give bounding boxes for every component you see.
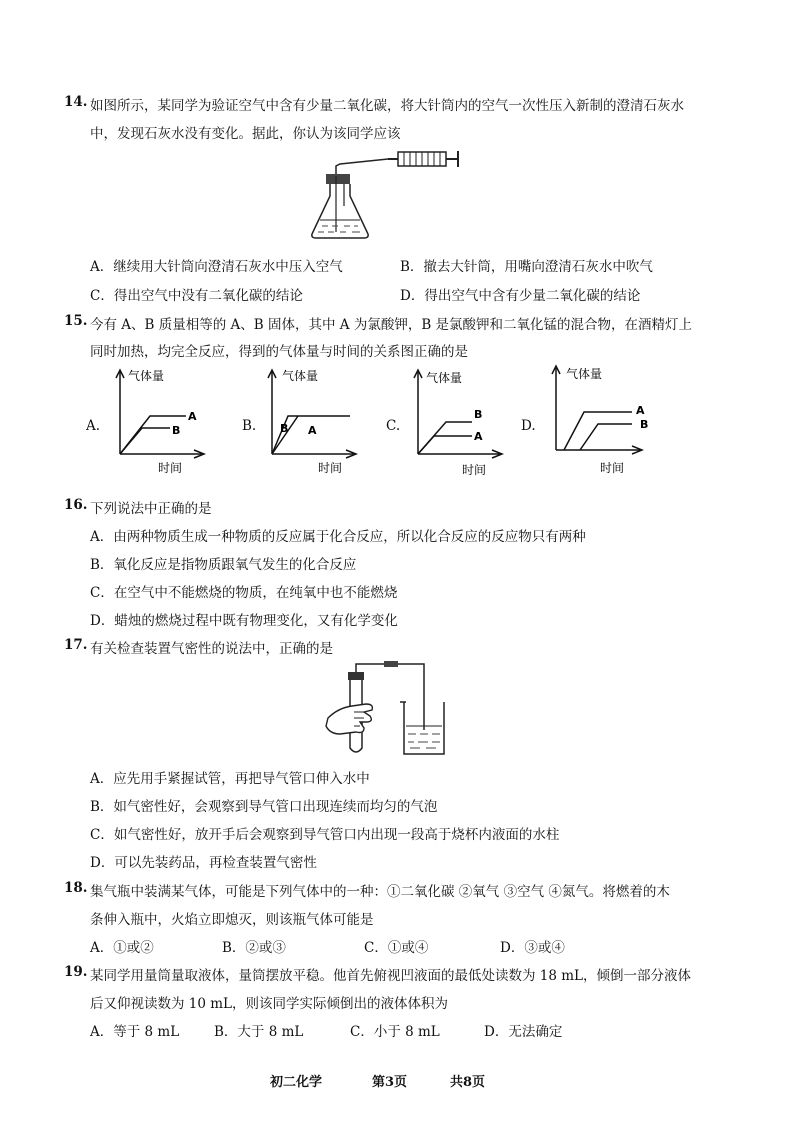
footer-subject: 初二化学 (270, 1075, 323, 1090)
graph-c-upper-label: B (474, 408, 483, 421)
graph-b-ylabel: 气体量 (282, 369, 319, 383)
q16-option-a: A．由两种物质生成一种物质的反应属于化合反应，所以化合反应的反应物只有两种 (90, 529, 586, 545)
q19-option-b: B．大于 8 mL (214, 1024, 304, 1040)
q14-option-b: B．撤去大针筒，用嘴向澄清石灰水中吹气 (400, 259, 653, 275)
graph-d-xlabel: 时间 (600, 461, 625, 474)
q17-option-a: A．应先用手紧握试管，再把导气管口伸入水中 (90, 771, 370, 787)
q19-option-c: C．小于 8 mL (350, 1024, 440, 1040)
q14-stem-line2: 中，发现石灰水没有变化。据此，你认为该同学应该 (90, 126, 401, 142)
footer-page-number: 第3页 (372, 1075, 408, 1090)
q14-option-c: C．得出空气中没有二氧化碳的结论 (90, 288, 303, 304)
q16-stem: 下列说法中正确的是 (90, 501, 212, 517)
q19-option-a: A．等于 8 mL (90, 1024, 180, 1040)
graph-a-xlabel: 时间 (158, 461, 183, 475)
q14-syringe-flask-figure (300, 146, 470, 246)
graph-c-ylabel: 气体量 (426, 371, 463, 385)
q15-stem-line2: 同时加热，均完全反应，得到的气体量与时间的关系图正确的是 (90, 344, 468, 360)
graph-c-lower-label: A (474, 430, 483, 443)
q19-stem-line2: 后又仰视读数为 10 mL，则该同学实际倾倒出的液体体积为 (90, 996, 449, 1012)
q14-number: 14. (64, 94, 88, 110)
q19-option-d: D．无法确定 (484, 1024, 563, 1040)
graph-d-curve-upper (564, 412, 632, 450)
q17-stem: 有关检查装置气密性的说法中，正确的是 (90, 641, 333, 657)
q18-stem-line2: 条伸入瓶中，火焰立即熄灭，则该瓶气体可能是 (90, 912, 374, 928)
q18-number: 18. (64, 880, 88, 896)
graph-c-xlabel: 时间 (462, 463, 487, 477)
q16-option-c: C．在空气中不能燃烧的物质，在纯氧中也不能燃烧 (90, 585, 398, 601)
q16-option-d: D．蜡烛的燃烧过程中既有物理变化，又有化学变化 (90, 613, 398, 629)
q17-option-b: B．如气密性好，会观察到导气管口出现连续而均匀的气泡 (90, 799, 438, 815)
q15-graph-a (108, 366, 218, 478)
graph-a-upper-label: A (188, 410, 197, 423)
footer-total-pages: 共8页 (450, 1075, 486, 1090)
q15-graph-c-option: C. (386, 418, 401, 434)
q18-option-b: B．②或③ (222, 940, 286, 956)
q15-graph-b-option: B. (242, 418, 257, 434)
graph-c-curve-lower (418, 436, 472, 454)
q19-stem-line1: 某同学用量筒量取液体，量筒摆放平稳。他首先俯视凹液面的最低处读数为 18 mL，倾倒一部分液体 (90, 968, 692, 984)
q14-stem-line1: 如图所示，某同学为验证空气中含有少量二氧化碳，将大针筒内的空气一次性压入新制的澄清石灰水 (90, 98, 684, 114)
q15-stem-line1: 今有 A、B 质量相等的 A、B 固体，其中 A 为氯酸钾，B 是氯酸钾和二氧化锰的混合物，在酒精灯上 (90, 317, 693, 333)
q16-number: 16. (64, 497, 88, 513)
graph-b-xlabel: 时间 (318, 461, 343, 475)
q15-graph-c (406, 366, 516, 478)
graph-d-upper-label: A (636, 404, 645, 417)
graph-b-upper-label: B (280, 422, 289, 435)
q14-option-d: D．得出空气中含有少量二氧化碳的结论 (400, 288, 641, 304)
graph-d-lower-label: B (640, 418, 649, 431)
q17-option-c: C．如气密性好，放开手后会观察到导气管口内出现一段高于烧杯内液面的水柱 (90, 827, 560, 843)
q17-hand-test-tube-beaker-figure (320, 660, 470, 760)
q17-option-d: D．可以先装药品，再检查装置气密性 (90, 855, 317, 871)
q18-option-a: A．①或② (90, 940, 154, 956)
q18-option-d: D．③或④ (500, 940, 565, 956)
q18-option-c: C．①或④ (364, 940, 429, 956)
q16-option-b: B．氧化反应是指物质跟氧气发生的化合反应 (90, 557, 357, 573)
graph-d-curve-lower (580, 424, 632, 450)
q15-number: 15. (64, 313, 88, 329)
graph-a-lower-label: B (172, 424, 181, 437)
q15-graph-d (544, 362, 656, 474)
q17-number: 17. (64, 637, 88, 653)
graph-c-curve-upper (418, 422, 472, 454)
q19-number: 19. (64, 964, 88, 980)
graph-d-ylabel: 气体量 (566, 367, 603, 381)
q18-stem-line1: 集气瓶中装满某气体，可能是下列气体中的一种：①二氧化碳 ②氧气 ③空气 ④氮气。将燃着的木 (90, 884, 670, 900)
graph-a-ylabel: 气体量 (128, 369, 165, 383)
graph-b-lower-label: A (308, 424, 317, 437)
q15-graph-b (260, 366, 370, 478)
q15-graph-d-option: D. (521, 418, 536, 434)
graph-a-curve-lower (120, 428, 170, 454)
q14-option-a: A．继续用大针筒向澄清石灰水中压入空气 (90, 259, 343, 275)
q15-graph-a-option: A. (86, 418, 101, 434)
